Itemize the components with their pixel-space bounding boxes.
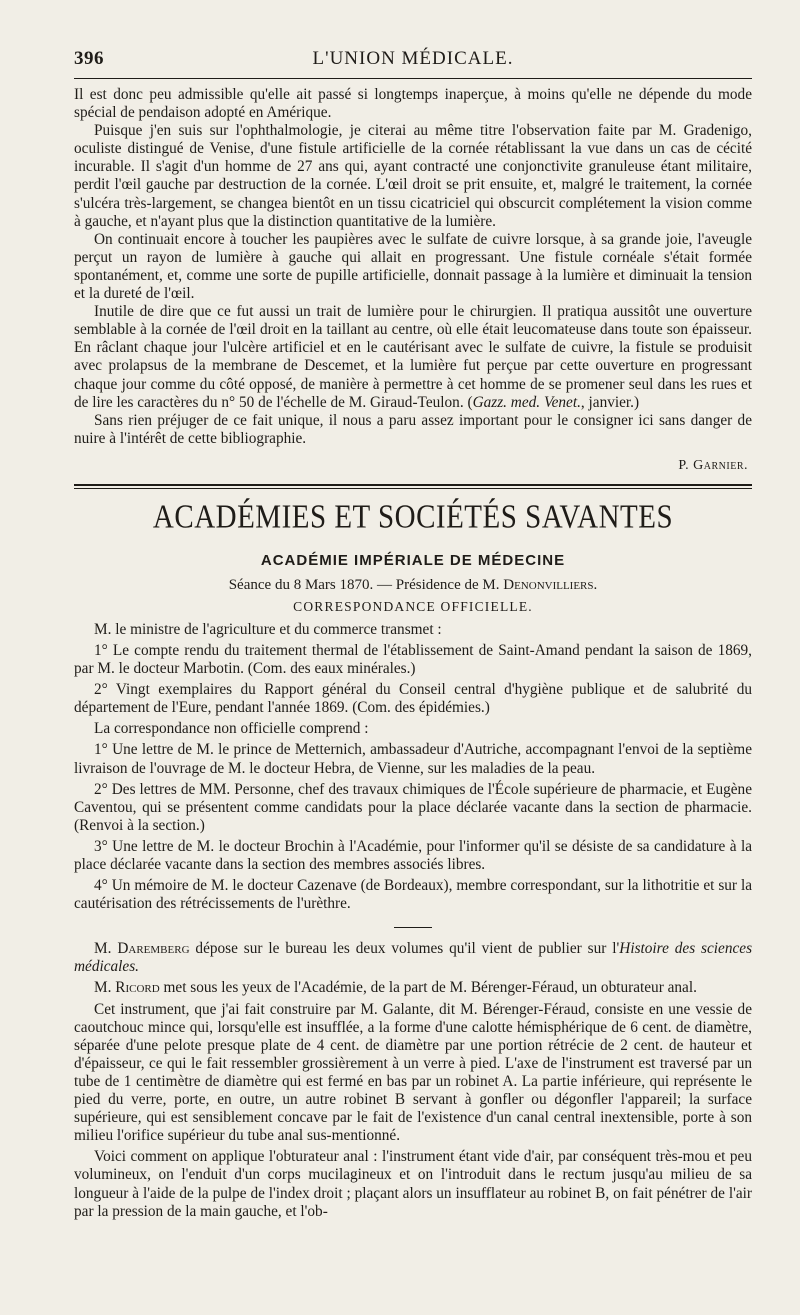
official-item: 2° Vingt exemplaires du Rapport général du Conseil central d'hygiène publique et de salubrité du département de l'Eure, pendant l'année 1869. (Com. des épidémies.)	[74, 681, 752, 717]
correspondance-intro: M. le ministre de l'agriculture et du commerce transmet :	[94, 620, 442, 638]
official-item: 1° Le compte rendu du traitement thermal de l'établissement de Saint-Amand pendant la saison de 1869, par M. le docteur Marbotin. (Com. des eaux minérales.)	[74, 641, 752, 678]
paragraph-intro-2: Puisque j'en suis sur l'ophthalmologie, je citerai au même titre l'observation faite par M. Gradenigo, oculiste distingué de Venise, d'une fistule artificielle de la cornée rétablissant la vue dans un cas de cécité incurable. Il s'agit d'un homme de 27 ans qui, ayant contracté une conjonctivite granuleuse étant militaire, perdit l'œil gauche par destruction de la cornée. L'œil droit se prit ensuite, et, malgré le traitement, la cornée s'ulcéra très-largement, se changea bientôt en un tissu cicatriciel qui obscurcit complétement la vision comme à gauche, et n'ayant plus que la distinction quantitative de la lumière.	[74, 122, 752, 230]
section-divider	[74, 484, 752, 489]
session-line	[74, 577, 752, 594]
book-title: Histoire des sciences médicales.	[74, 940, 753, 976]
citation-journal: Gazz. med. Venet.	[472, 393, 581, 411]
correspondance-list	[74, 621, 752, 913]
paragraph-intro-5: Sans rien préjuger de ce fait unique, il nous a paru assez important pour le consigner ici sans danger de nuire à l'intérêt de cette bibliographie.	[74, 411, 752, 447]
section-title: ACADÉMIES ET SOCIÉTÉS SAVANTES	[152, 498, 674, 536]
academy-title: ACADÉMIE IMPÉRIALE DE MÉDECINE	[260, 551, 566, 569]
session-president: Denonvilliers.	[503, 576, 598, 593]
nonofficial-item: 3° Une lettre de M. le docteur Brochin à l'Académie, pour l'informer qu'il se désiste de sa candidature à la place déclarée vacante dans la section des membres associés libres.	[74, 837, 752, 873]
paragraph-intro-1: Il est donc peu admissible qu'elle ait passé si longtemps inaperçue, à moins qu'elle ne dépende du mode spécial de pendaison adopté en Amérique.	[74, 86, 752, 122]
usage-paragraph: Voici comment on applique l'obturateur anal : l'instrument étant vide d'air, par conséquent très-mou et peu volumineux, on l'enduit d'un corps mucilagineux et on l'introduit dans le rectum jusqu'au milieu de sa longueur à l'aide de la pulpe de l'index droit ; plaçant alors un insufflateur au robinet B, on fait pénétrer de l'air par la pression de la main gauche, et l'ob-	[74, 1148, 752, 1220]
instrument-paragraph: Cet instrument, que j'ai fait construire par M. Galante, dit M. Bérenger-Féraud, consiste en une vessie de caoutchouc mince qui, lorsqu'elle est insufflée, a la forme d'une calotte hémisphérique de 6 cent. de diamètre, séparée d'une pelote presque plate de 4 cent. de diamètre par une portion rétrécie de 2 cent. de hauteur et d'épaisseur, ce qui le fait ressembler grossièrement à un verre à pied. L'axe de l'instrument est traversé par un tube de 1 centimètre de diamètre qui est fermé en bas par un robinet A. La partie inférieure, qui représente le pied du verre, porte, en outre, un autre robinet B servant à gonfler ou dégonfler l'appareil; la surface supérieure, qui est sensiblement concave par le fait de l'existence d'un canal central inextensible, porte à son milieu l'orifice supérieur du tube anal sus-mentionné.	[74, 1000, 752, 1145]
bibliography-section	[74, 86, 752, 474]
daremberg-paragraph: M. Daremberg dépose sur le bureau les deux volumes qu'il vient de publier sur l'Histoire des sciences médicales.	[74, 940, 753, 976]
page-number: 396	[74, 48, 104, 69]
nonofficial-item: 1° Une lettre de M. le prince de Metternich, ambassadeur d'Autriche, accompagnant l'envoi de la septième livraison de l'ouvrage de M. le docteur Hebra, de Vienne, sur les maladies de la peau.	[74, 741, 752, 777]
paragraph-text: met sous les yeux de l'Académie, de la part de M. Bérenger-Féraud, un obturateur anal.	[159, 979, 697, 997]
person-name: Ricord	[115, 979, 160, 997]
ricord-paragraph: M. Ricord met sous les yeux de l'Académie, de la part de M. Bérenger-Féraud, un obturateur anal.	[94, 979, 697, 997]
paragraph-intro-3: On continuait encore à toucher les paupières avec le sulfate de cuivre lorsque, à sa grande joie, l'aveugle perçut un rayon de lumière à gauche qui allait en progressant. Une fistule cornéale s'était formée spontanément, et, comme une sorte de pupille artificielle, donnait passage à la lumière et diminuait la tension et la dureté de l'œil.	[74, 230, 752, 303]
communications	[74, 940, 752, 1220]
running-head: L'UNION MÉDICALE.	[312, 48, 514, 69]
person-name: Daremberg	[117, 940, 190, 958]
author-signature: P. Garnier.	[678, 457, 748, 473]
paragraph-intro-4	[74, 303, 752, 412]
citation-date: , janvier.)	[580, 393, 640, 411]
paragraph-text: dépose sur le bureau les deux volumes qu'il vient de publier sur l'	[189, 940, 620, 958]
correspondance-heading: CORRESPONDANCE OFFICIELLE.	[293, 598, 533, 614]
nonofficial-intro: La correspondance non officielle comprend :	[94, 720, 369, 738]
paragraph-text: Inutile de dire que ce fut aussi un trait de lumière pour le chirurgien. Il pratiqua aussitôt une ouverture semblable à la cornée de l'œil droit en la taillant au centre, où elle était leucomateuse dans toute son épaisseur. En râclant chaque jour l'ulcère artificiel et en le cautérisant avec le sulfate de cuivre, la fistule se produisit avec prolapsus de la membrane de Descemet, et la lumière fut perçue par cette ouverture en progressant chaque jour comme du côté opposé, de manière à permettre à cet homme de se promener seul dans les rues et de lire les caractères du n° 50 de l'échelle de M. Giraud-Teulon. (	[74, 303, 752, 411]
nonofficial-item: 4° Un mémoire de M. le docteur Cazenave (de Bordeaux), membre correspondant, sur la lithotritie et sur la cautérisation des rétrécissements de l'urèthre.	[74, 877, 752, 913]
header-rule	[74, 78, 752, 79]
short-divider	[394, 927, 432, 928]
page-header	[74, 0, 752, 86]
nonofficial-item: 2° Des lettres de MM. Personne, chef des travaux chimiques de l'École supérieure de pharmacie, et Eugène Caventou, qui se présentent comme candidats pour la place déclarée vacante dans la section de pharmacie. (Renvoi à la section.)	[74, 780, 752, 834]
session-date: Séance du 8 Mars 1870. — Présidence de M.	[228, 576, 500, 593]
